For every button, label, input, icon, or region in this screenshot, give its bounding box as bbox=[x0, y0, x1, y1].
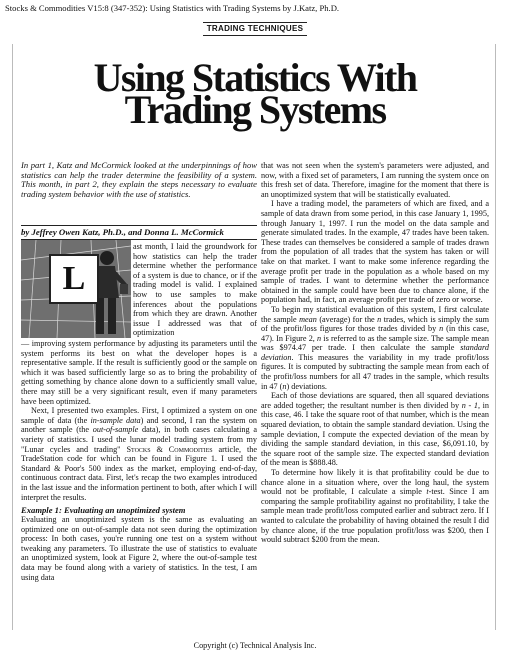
paragraph-r3: To begin my statistical evaluation of this system, I first calculate the sample mean (average) for the n trades, which is simply the sum of the profit/loss figures for those trades divided by n (in this case, 47). In Figure 2, n is referred to as the sample size. The sample mean was $974.47 per trade. I then calculate the sample standard deviation. This measures the variability in my trade profit/loss figures. It is computed by subtracting the sample mean from each of the profit/loss numbers for all 47 trades in the sample, which results in 47 (n) deviations. bbox=[261, 304, 490, 391]
left-margin-rule bbox=[12, 44, 13, 630]
body-column-right bbox=[261, 161, 489, 545]
section-tag: TRADING TECHNIQUES bbox=[203, 22, 307, 36]
article-citation: Stocks & Commodities V15:8 (347-352): Using Statistics with Trading Systems by J.Katz, Ph.D. bbox=[5, 3, 340, 13]
paragraph-r1: that was not seen when the system's parameters were adjusted, and now, with a fixed set of parameters, I am running the system once on this fresh set of data. Therefore, imagine for the moment that there is an unoptimized system that will be statistically evaluated. bbox=[261, 161, 489, 199]
paragraph-1-cont: — improving system performance by adjusting its parameters until the system performs its best on what the developer hopes is a representative sample. If the result is sufficiently good or the sample on which it was based sufficiently large so as to bring the probability of getting something by chance alone down to a sufficiently small value, there may still be a very significant result, even if many parameters have been optimized. bbox=[21, 339, 257, 406]
example-1-heading: Example 1: Evaluating an unoptimized system bbox=[21, 505, 186, 516]
drop-cap: L bbox=[49, 254, 99, 304]
paragraph-2: Next, I presented two examples. First, I optimized a system on one sample of data (the in-sample data) and second, I ran the system on another sample (the out-of-sample data), in both cases calculating a variety of statistics. I used the lunar model trading system from my "Lunar cycles and trading" Stocks & Commodities article, the TradeStation code for which can be found in Figure 1. I used the Standard & Poor's 500 index as the market, employing end-of-day, continuous contract data. First, let's recap the two examples introduced in the last issue and the information pertinent to both, after which I will interpret the results. bbox=[21, 406, 257, 502]
title-line-2: Trading Systems bbox=[124, 87, 386, 132]
paragraph-3: Evaluating an unoptimized system is the same as evaluating an optimized one on out-of-sample data not seen during the optimization process: In both cases, you're running one test on a system without tweaking any parameters. To illustrate the use of statistics to evaluate an unoptimized system, look at Figure 2, where the out-of-sample test data may be found along with a variety of statistics. In the test, I am using data bbox=[21, 515, 257, 582]
byline: by Jeffrey Owen Katz, Ph.D., and Donna L. McCormick bbox=[21, 225, 257, 240]
body-column-left bbox=[21, 339, 257, 582]
intro-deck: In part 1, Katz and McCormick looked at the underpinnings of how statistics can help the trader determine the feasibility of a system. This month, in part 2, they explain the steps necessary to evaluate trading system behavior with the use of statistics. bbox=[21, 160, 257, 199]
title-line-1: Using Statistics With bbox=[93, 55, 417, 100]
body-text-wrap bbox=[133, 242, 257, 338]
paragraph-r2: I have a trading model, the parameters of which are fixed, and a sample of data drawn from some period, in this case January 1, 1995, through January 1, 1997. I run the model on the data sample and generate simulated trades. In the example, 47 trades have been taken. These trades can themselves be considered a sample of trades drawn from the population of all trades that the system has taken or will take on that market. I want to make some inference regarding the average profit per trade in the population as a whole based on my sample of trades. I want to determine whether the performance obtained in the sample could have been due to chance alone, if the population had, in fact, an average profit per trade of zero or worse. bbox=[261, 199, 489, 305]
page-title bbox=[0, 55, 510, 132]
paragraph-r5: To determine how likely it is that profitability could be due to chance alone in a situation where, over the long haul, the system would not be profitable, I calculate a simple t-test. Since I am comparing the sample profitability against no profitability, I take the sample mean trade profit/loss computed earlier and subtract zero. If I wanted to calculate the probability of having obtained the result I did by chance alone, if the true population profit/loss was $200, then I would subtract $200 from the mean. bbox=[261, 468, 489, 545]
copyright-footer: Copyright (c) Technical Analysis Inc. bbox=[193, 641, 317, 650]
paragraph-1-start: ast month, I laid the groundwork for how statistics can help the trader determine whether the performance of a system is due to chance, or if the trading model is valid. I explained how to use samples to make inferences about the populations from which they are drawn. Another issue I addressed was that of optimization bbox=[133, 242, 257, 338]
right-margin-rule bbox=[495, 44, 496, 630]
paragraph-r4: Each of those deviations are squared, then all squared deviations are added together; the resultant number is then divided by n - 1, in this case, 46. I take the square root of that number, which is the mean squared deviation, to obtain the sample standard deviation. Using the sample deviation, I compute the expected deviation of the mean by dividing the sample standard deviation, in this case, $6,091.10, by the square root of the sample size. The expected standard deviation of the mean is $888.48. bbox=[261, 391, 490, 468]
